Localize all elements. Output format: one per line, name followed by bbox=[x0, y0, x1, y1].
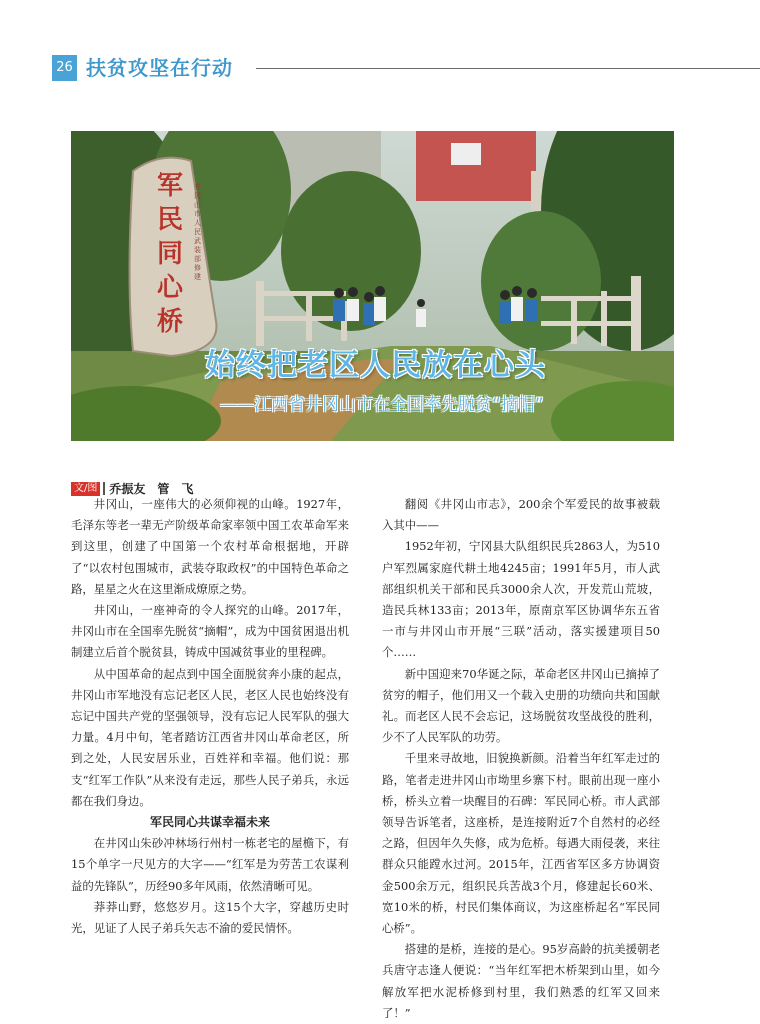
page-number: 26 bbox=[52, 55, 77, 81]
paragraph: 新中国迎来70华诞之际，革命老区井冈山已摘掉了贫穷的帽子，他们用又一个载入史册的功绩向共和国献礼。而老区人民不会忘记，这场脱贫攻坚战役的胜利，少不了人民军队的功劳。 bbox=[382, 666, 660, 745]
paragraph: 在井冈山朱砂冲林场行州村一栋老宅的屋檐下，有15个单字一尺见方的大字——“红军是为劳苦工农谋利益的先锋队”，历经90多年风雨，依然清晰可见。 bbox=[71, 836, 349, 893]
paragraph: 搭建的是桥，连接的是心。95岁高龄的抗美援朝老兵唐守志逢人便说：“当年红军把木桥架到山里，如今解放军把水泥桥修到村里，我们熟悉的红军又回来了！” bbox=[382, 942, 660, 1020]
paragraph: 从中国革命的起点到中国全面脱贫奔小康的起点，井冈山市军地没有忘记老区人民，老区人民也始终没有忘记中国共产党的坚强领导，没有忘记人民军队的强大力量。4月中旬，笔者踏访江西省井冈山革命老区，所到之处，人民安居乐业，百姓祥和幸福。他们说：那支“红军工作队”从来没有走远，那些人民子弟兵，永远都在我们身边。 bbox=[71, 666, 349, 808]
stele-inscription: 军民同心桥 bbox=[157, 171, 184, 337]
article-headline: 始终把老区人民放在心头 bbox=[205, 348, 546, 383]
paragraph: 莽莽山野，悠悠岁月。这15个大字，穿越历史时光，见证了人民子弟兵矢志不渝的爱民情怀。 bbox=[71, 899, 349, 936]
paragraph: 千里来寻故地，旧貌换新颜。沿着当年红军走过的路，笔者走进井冈山市坳里乡寨下村。眼前出现一座小桥，桥头立着一块醒目的石碑：军民同心桥。市人武部领导告诉笔者，这座桥，是连接附近7个自然村的必经之路，但因年久失修，成为危桥。每遇大雨侵袭，来往群众只能蹚水过河。2015年，江西省军区多方协调资金500余万元，组织民兵苦战3个月，修建起长60米、宽10米的桥，村民们集体商议，为这座桥起名“军民同心桥”。 bbox=[382, 751, 660, 936]
subheading: 军民同心共谋幸福未来 bbox=[149, 815, 270, 830]
byline-tag: 文/图 bbox=[71, 482, 100, 496]
section-title: 扶贫攻坚在行动 bbox=[86, 56, 233, 80]
paragraph: 1952年初，宁冈县大队组织民兵2863人，为510户军烈属家庭代耕土地4245亩；1991年5月，市人武部组织机关干部和民兵3000余人次，开发荒山荒坡，造民兵林133亩；2013年，原南京军区协调华东五省一市与井冈山市开展“三联”活动，落实援建项目50个…… bbox=[382, 539, 660, 660]
header-rule bbox=[256, 68, 760, 69]
byline bbox=[71, 478, 193, 494]
paragraph: 井冈山，一座神奇的令人探究的山峰。2017年，井冈山市在全国率先脱贫“摘帽”，成为中国贫困退出机制建立后首个脱贫县，铸成中国减贫事业的里程碑。 bbox=[71, 603, 349, 660]
stele-side-text: 井冈山市人民武装部 修建 bbox=[194, 183, 201, 281]
article-subheadline: ——江西省井冈山市在全国率先脱贫“摘帽” bbox=[220, 395, 544, 415]
right-column bbox=[382, 494, 660, 1024]
paragraph: 井冈山，一座伟大的必须仰视的山峰。1927年，毛泽东等老一辈无产阶级革命家率领中国工农革命军来到这里，创建了中国第一个农村革命根据地，开辟了“以农村包围城市，武装夺取政权”的中国特色革命之路，星星之火在这里渐成燎原之势。 bbox=[71, 497, 349, 596]
left-column bbox=[71, 494, 349, 939]
byline-authors: 乔振友 管 飞 bbox=[109, 482, 194, 496]
paragraph: 翻阅《井冈山市志》，200余个军爱民的故事被载入其中—— bbox=[382, 497, 660, 533]
page-header bbox=[0, 52, 760, 84]
